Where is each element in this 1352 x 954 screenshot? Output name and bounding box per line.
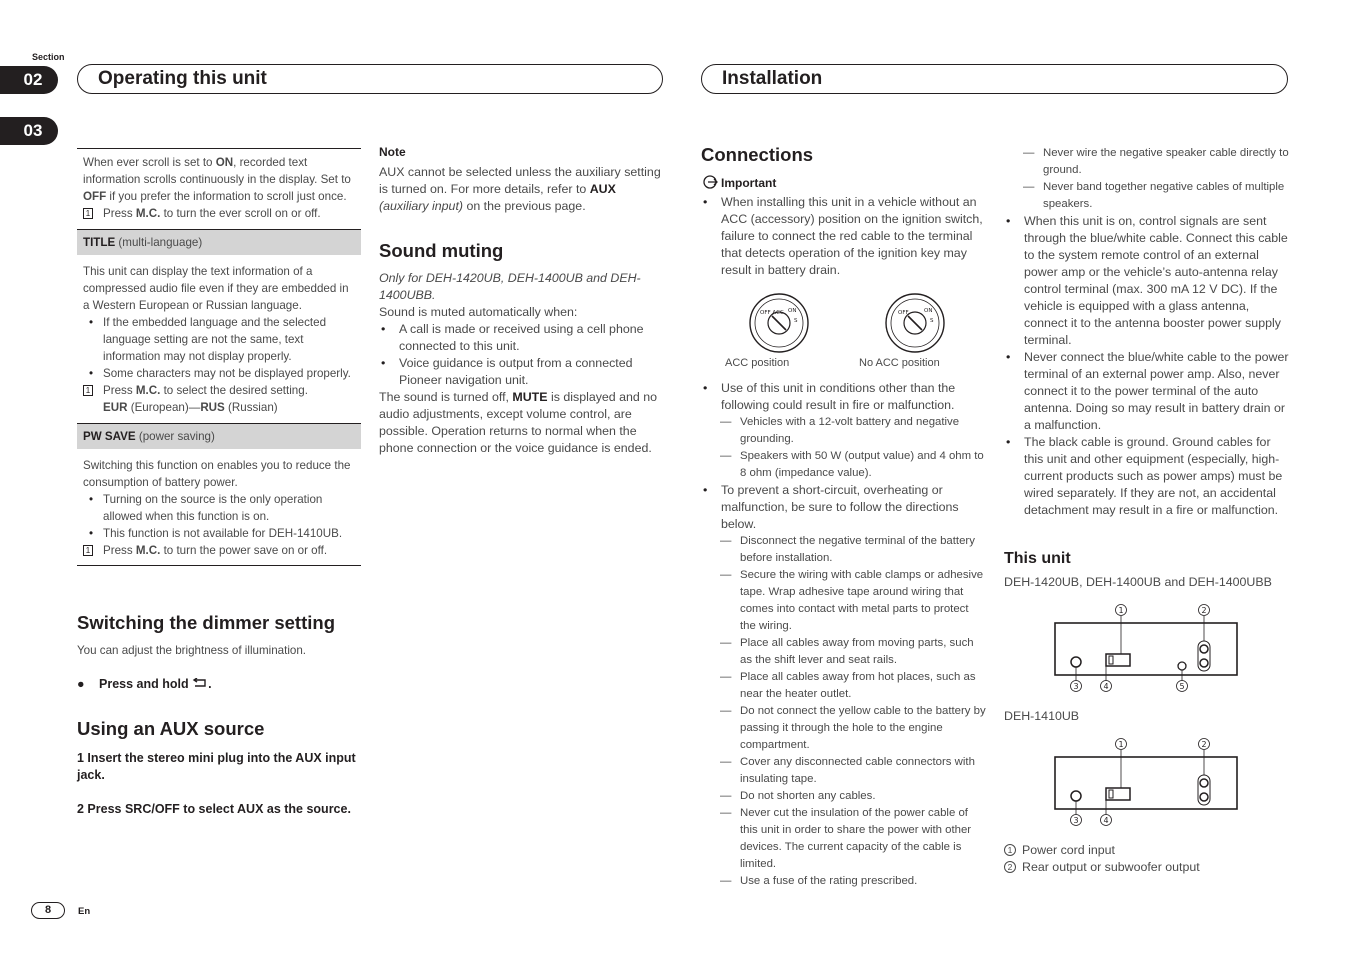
acc-position-label: ACC position [725, 357, 790, 369]
ever-scroll-section: When ever scroll is set to ON, recorded text information scrolls continuously in the display. Set to OFF if you prefer the information to scroll just once. 1 Press M.C. to turn the ever scroll on or off. [83, 156, 351, 220]
svg-text:ON: ON [788, 308, 797, 314]
no-acc-position-label: No ACC position [859, 357, 940, 369]
callout-2: 2 [1201, 740, 1207, 749]
title-menu-header: TITLE (multi-language) [77, 229, 361, 255]
menu-table [77, 148, 361, 566]
unit-rear-diagram-2 [1054, 737, 1240, 827]
callout-5: 5 [1179, 682, 1185, 691]
acc-ignition-diagram [748, 292, 810, 354]
return-icon [192, 678, 208, 688]
aux-step-1: 1 Insert the stereo mini plug into the AUX input jack. [77, 751, 356, 782]
callout-3: 3 [1073, 816, 1079, 825]
important-icon [701, 175, 721, 189]
section-label: Section [32, 52, 65, 62]
svg-text:OFF: OFF [898, 310, 909, 316]
svg-text:S: S [794, 318, 798, 324]
important-label: Important [701, 175, 776, 190]
callout-4: 4 [1103, 682, 1109, 691]
callout-2: 2 [1201, 606, 1207, 615]
note-body: AUX cannot be selected unless the auxiliary setting is turned on. For more details, refer to AUX (auxiliary input) on the previous page. [379, 165, 661, 213]
section-tab-02[interactable]: 02 [0, 66, 58, 94]
sound-muting-body: Only for DEH-1420UB, DEH-1400UB and DEH-1400UBB. Sound is muted automatically when: • A call is made or received using a cell phone connected to this unit. • Voice guidance is output from a connected Pioneer navigation unit. The sound is turned off, MUTE is displayed and no audio adjustments, except volume control, are possible. Operation returns to normal when the phone connection or the voice guidance is ended. [379, 270, 663, 457]
note-heading: Note [379, 145, 406, 159]
page-number: 8 [31, 902, 65, 919]
pw-save-menu-body: Switching this function on enables you to reduce the consumption of battery power. • Turning on the source is the only operation allowed when this function is on. • This function is not available for DEH-1410UB. 1 Press M.C. to turn the power save on or off. [77, 449, 361, 563]
svg-text:S: S [930, 318, 934, 324]
unit-models-1: DEH-1420UB, DEH-1400UB and DEH-1400UBB [1004, 575, 1272, 589]
no-acc-ignition-diagram [884, 292, 946, 354]
svg-text:OFF ACC: OFF ACC [760, 310, 784, 316]
callout-4: 4 [1103, 816, 1109, 825]
aux-step-2: 2 Press SRC/OFF to select AUX as the source. [77, 802, 351, 816]
page-title-right: Installation [701, 64, 1288, 94]
dimmer-step: ● Press and hold . [77, 677, 212, 691]
dimmer-heading: Switching the dimmer setting [77, 612, 335, 633]
pw-save-menu-header: PW SAVE (power saving) [77, 423, 361, 449]
unit-models-2: DEH-1410UB [1004, 709, 1080, 723]
callout-1: 1 [1118, 740, 1124, 749]
dimmer-body: You can adjust the brightness of illumination. [77, 644, 307, 657]
aux-heading: Using an AUX source [77, 718, 265, 739]
title-menu-body: This unit can display the text information of a compressed audio file even if they are embedded in a Western European or Russian language. • If the embedded language and the selected language setting are not the same, text information may not display properly. • Some characters may not be displayed properly. 1 Press M.C. to select the desired setting. EUR (European)—RUS (Russian) [77, 255, 361, 420]
wiring-notes: — Never wire the negative speaker cable directly to ground. — Never band together negative cables of multiple speakers. • When this unit is on, control signals are sent through the blue/white cable. Connect this cable to the system remote control of an external power amp or the vehicle’s auto-antenna relay control terminal (max. 300 mA 12 V DC). If the vehicle is equipped with a glass antenna, connect it to the antenna booster power supply terminal. • Never connect the blue/white cable to the power terminal of an external power amp. Also, never connect it to the power terminal of the auto antenna. Doing so may result in battery drain or a malfunction. • The black cable is ground. Ground cables for this unit and other equipment (especially, high-current products such as power amps) must be wired separately. If they are not, an accidental detachment may result in a fire or malfunction. [1004, 145, 1290, 519]
unit-rear-diagram-1 [1054, 603, 1240, 693]
callout-1: 1 [1118, 606, 1124, 615]
connections-heading: Connections [701, 144, 814, 165]
sound-muting-heading: Sound muting [379, 240, 504, 261]
section-tab-03[interactable]: 03 [0, 117, 58, 145]
language-label: En [78, 906, 91, 917]
conditions-list: • Use of this unit in conditions other than the following could result in fire or malfunction. — Vehicles with a 12-volt battery and negative grounding. — Speakers with 50 W (output value) and 4 ohm to 8 ohm (impedance value). • To prevent a short-circuit, overheating or malfunction, be sure to follow the directions below. — Disconnect the negative terminal of the battery before installation. — Secure the wiring with cable clamps or adhesive tape. Wrap adhesive tape around wiring that comes into contact with metal parts to protect the wiring. — Place all cables away from moving parts, such as the shift lever and seat rails. — Place all cables away from hot places, such as near the heater outlet. — Do not connect the yellow cable to the battery by passing it through the hole to the engine compartment. — Cover any disconnected cable connectors with insulating tape. — Do not shorten any cables. — Never cut the insulation of the power cable of this unit in order to share the power with other devices. The current capacity of the cable is limited. — Use a fuse of the rating prescribed. [701, 380, 987, 890]
page-title-left: Operating this unit [77, 64, 663, 94]
important-bullet: • When installing this unit in a vehicle without an ACC (accessory) position on the ignition switch, failure to connect the red cable to the terminal that detects operation of the ignition key may result in battery drain. [701, 194, 987, 279]
diagram-legend: 1 Power cord input 2 Rear output or subwoofer output [1004, 842, 1290, 876]
this-unit-heading: This unit [1004, 550, 1071, 567]
svg-text:ON: ON [924, 308, 933, 314]
callout-3: 3 [1073, 682, 1079, 691]
